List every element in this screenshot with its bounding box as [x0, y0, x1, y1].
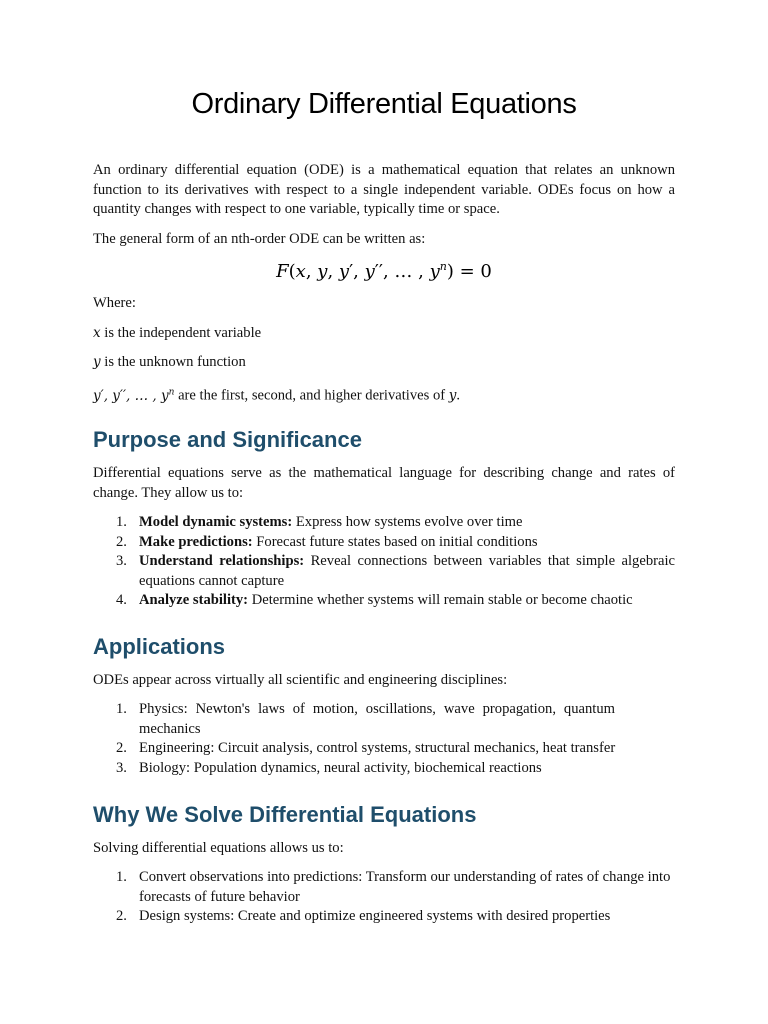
math-y-end: y: [448, 387, 457, 404]
list-item-text: Determine whether systems will remain stable or become chaotic: [248, 592, 633, 609]
list-item: [93, 513, 675, 533]
intro-paragraph: An ordinary differential equation (ODE) is a mathematical equation that relates an unknown function to its derivatives with respect to a single independent variable. ODEs focus on how a quantity changes with respect to one variable, typically time or space.: [93, 162, 675, 218]
list-item: [93, 907, 675, 927]
list-item-text: Reveal connections between variables that simple algebraic equations cannot capture: [139, 553, 676, 589]
list-item: [93, 591, 675, 611]
math-y: y: [93, 354, 101, 370]
definition-x-text: is the independent variable: [100, 325, 262, 341]
list-item-text: Design systems: Create and optimize engineered systems with desired properties: [139, 908, 611, 925]
math-derivatives: y′, y′′, … , $y^n$: [93, 387, 175, 404]
purpose-list: [93, 513, 675, 611]
list-number: 3.: [116, 553, 127, 570]
general-form-paragraph: The general form of an nth-order ODE can be written as:: [93, 231, 426, 247]
page-title: Ordinary Differential Equations: [191, 88, 577, 120]
list-item: [93, 868, 675, 907]
general-ode-equation: F(x, y, y′, y′′, … , $y^n) = 0$: [276, 260, 492, 282]
list-item-text: Physics: Newton's laws of motion, oscillations, wave propagation, quantum mechanics: [139, 701, 615, 737]
heading-applications: Applications: [93, 634, 226, 659]
list-number: 4.: [116, 592, 127, 609]
list-number: 2.: [116, 908, 127, 925]
why-list: [93, 868, 675, 927]
list-item: [93, 759, 675, 779]
list-number: 1.: [116, 701, 127, 717]
list-number: 1.: [116, 869, 127, 885]
list-number: 1.: [116, 514, 127, 530]
list-number: 3.: [116, 759, 127, 776]
purpose-paragraph: Differential equations serve as the mathematical language for describing change and rates of change. They allow us to:: [93, 465, 675, 501]
why-paragraph: Solving differential equations allows us to:: [93, 840, 344, 856]
definition-x: [93, 324, 675, 344]
list-item-text: Engineering: Circuit analysis, control systems, structural mechanics, heat transfer: [139, 740, 616, 757]
list-item: [93, 552, 675, 591]
list-item-text: Express how systems evolve over time: [292, 514, 523, 530]
list-number: 2.: [116, 740, 127, 757]
list-item-text: Biology: Population dynamics, neural activity, biochemical reactions: [139, 759, 542, 776]
list-item: [93, 739, 675, 759]
definition-y: [93, 353, 675, 373]
list-item-term: Model dynamic systems:: [139, 514, 293, 530]
list-number: 2.: [116, 533, 127, 550]
definition-derivatives: [93, 383, 675, 406]
definition-derivatives-text: are the first, second, and higher derivatives of: [174, 387, 449, 404]
list-item-term: Make predictions:: [139, 533, 253, 550]
list-item-term: Understand relationships:: [139, 553, 305, 570]
definition-y-text: is the unknown function: [100, 354, 246, 370]
math-x: x: [93, 325, 101, 341]
applications-paragraph: ODEs appear across virtually all scientific and engineering disciplines:: [93, 672, 508, 688]
list-item: [93, 533, 675, 553]
heading-purpose: Purpose and Significance: [93, 427, 362, 452]
list-item-term: Analyze stability:: [139, 592, 249, 609]
list-item: [93, 700, 675, 739]
where-label: Where:: [93, 295, 136, 311]
list-item-text: Forecast future states based on initial conditions: [252, 533, 538, 550]
list-item-text: Convert observations into predictions: Transform our understanding of rates of change into forecasts of future behavior: [139, 869, 671, 905]
definition-derivatives-end: .: [456, 387, 461, 404]
heading-why: Why We Solve Differential Equations: [93, 802, 477, 827]
applications-list: [93, 700, 675, 778]
